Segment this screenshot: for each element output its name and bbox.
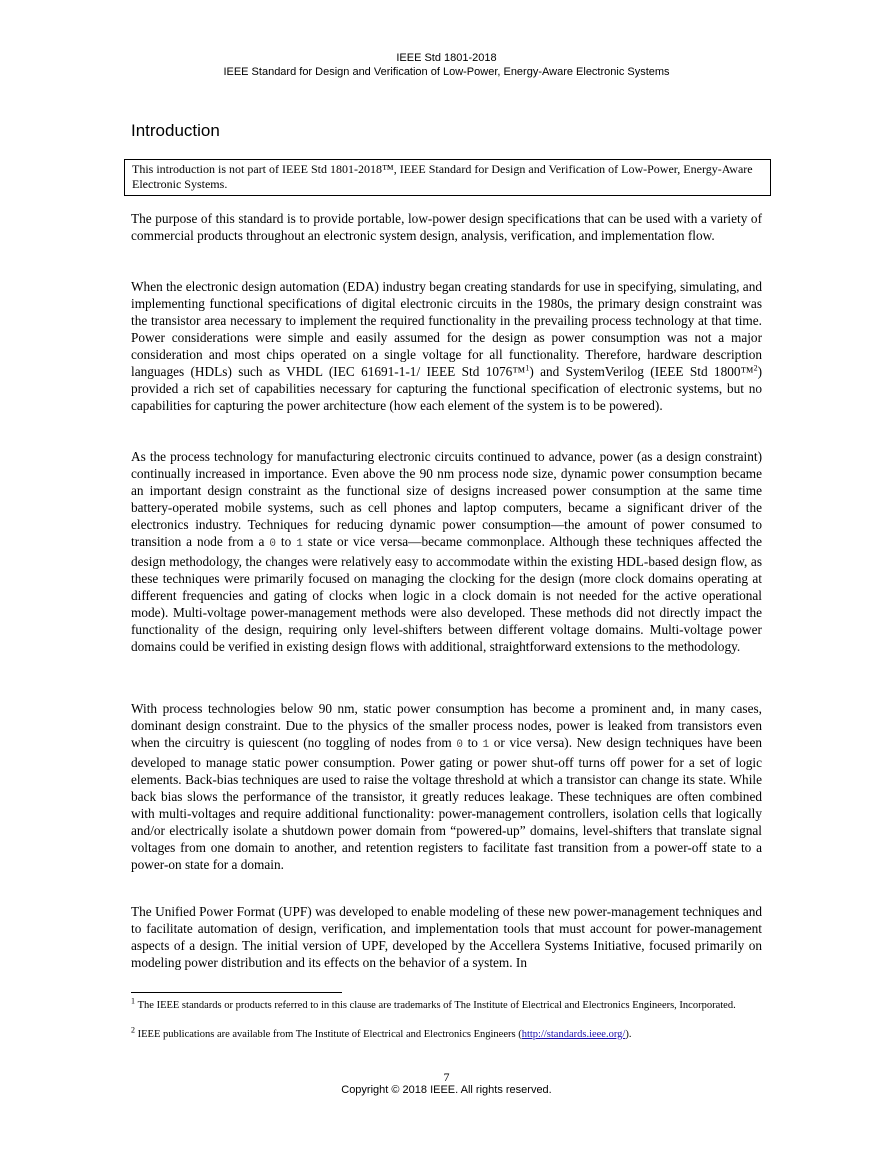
- page-number: 7: [443, 1070, 450, 1084]
- paragraph-text: state or vice versa—became commonplace. Although these techniques affected the design methodology, the changes were relatively easy to accommodate within the existing HDL-based design flow, as these techniques were primarily focused on managing the clocking for the design (more clock domains operating at different frequencies and gating of clocks when logic in a clock domain is not needed for the active operational mode). Multi-voltage power-management methods were also developed. These methods did not directly impact the functionality of the design, requiring only level-shifters between different voltage domains. Multi-voltage power domains could be verified in existing design flows with additional, straightforward extensions to the methodology.: [131, 534, 763, 654]
- code-one: 1: [482, 739, 490, 751]
- code-zero: 0: [269, 538, 276, 550]
- footnote-text: The IEEE standards or products referred to in this clause are trademarks of The Institute of Electrical and Electronics Engineers, Incorporated.: [137, 1000, 736, 1011]
- copyright-notice: Copyright © 2018 IEEE. All rights reserved.: [341, 1084, 552, 1096]
- footnote-separator: [131, 992, 342, 993]
- running-header-standard-number: IEEE Std 1801-2018: [396, 52, 497, 64]
- paragraph-text: As the process technology for manufacturing electronic circuits continued to advance, power (as a design constraint) continually increased in importance. Even above the 90 nm process node size, dynamic power consumption became an important design constraint as the functional size of designs increased power consumption at the same time battery-operated mobile systems, such as cell phones and laptop computers, became a significant driver of the electronics industry. Techniques for reducing dynamic power consumption—the amount of power consumed to transition a node from a: [131, 449, 762, 549]
- running-header-standard-title: IEEE Standard for Design and Verification of Low-Power, Energy-Aware Electronic Systems: [223, 66, 670, 78]
- paragraph-text: ) provided a rich set of capabilities necessary for capturing the functional specification of electronic systems, but no capabilities for capturing the power architecture (how each element of the system is to be powered).: [131, 364, 762, 413]
- footnote-reference-1: 1: [525, 363, 530, 373]
- paragraph-text: or vice versa). New design techniques have been developed to manage static power consumption. Power gating or power shut-off turns off power for a set of logic elements. Back-bias techniques are used to raise the voltage threshold at which a transistor can change its state. While back bias slows the performance of the transistor, it greatly reduces leakage. These techniques are often combined with multi-voltages and require additional functionality: power-management controllers, isolation cells that logically and/or electrically isolate a shutdown power domain from “powered-up” domains, level-shifters that translate signal voltages from one domain to another, and retention registers to facilitate fast transition from a power-off state to a power-on state for a domain.: [131, 735, 763, 872]
- paragraph-text: With process technologies below 90 nm, static power consumption has become a prominent and, in many cases, dominant design constraint. Due to the physics of the smaller process nodes, power is leaked from transistors even when the circuitry is quiescent (no toggling of nodes from: [131, 701, 762, 750]
- ieee-standards-link[interactable]: http://standards.ieee.org/: [521, 1029, 626, 1040]
- paragraph-upf: The Unified Power Format (UPF) was developed to enable modeling of these new power-management techniques and to facilitate automation of design, verification, and implementation tools that must account for power-management aspects of a design. The initial version of UPF, developed by the Accellera Systems Initiative, focused primarily on modeling power distribution and its effects on the behavior of a system. In: [131, 904, 762, 970]
- paragraph-static-power: [131, 700, 762, 873]
- paragraph-text: to: [467, 735, 478, 750]
- paragraph-text: to: [280, 534, 292, 549]
- paragraph-text: When the electronic design automation (EDA) industry began creating standards for use in specifying, simulating, and implementing functional specifications of digital electronic circuits in the 1980s, the primary design constraint was the transistor area necessary to implement the required functionality in the prevailing process technology at that time. Power considerations were simple and easily assumed for the design as power consumption was not a major consideration and most chips operated on a single voltage for all functionality. Therefore, hardware description languages (HDLs) such as VHDL (IEC 61691-1-1/ IEEE Std 1076™: [131, 279, 762, 379]
- paragraph-text: ) and SystemVerilog (IEEE Std 1800™: [529, 364, 754, 379]
- code-zero: 0: [456, 739, 463, 751]
- footnote-2: [131, 1025, 762, 1041]
- paragraph-purpose: The purpose of this standard is to provide portable, low-power design specifications that can be used with a variety of commercial products throughout an electronic system design, analysis, verification, and implementation flow.: [131, 211, 762, 243]
- footnote-number: 2: [131, 1025, 135, 1035]
- footnote-text: IEEE publications are available from The Institute of Electrical and Electronics Engineers (: [137, 1029, 522, 1040]
- footnote-number: 1: [131, 996, 135, 1006]
- footnote-1: [131, 996, 762, 1012]
- paragraph-dynamic-power: [131, 448, 762, 655]
- paragraph-eda-history: [131, 278, 762, 414]
- introduction-disclaimer-box: This introduction is not part of IEEE Std 1801-2018™, IEEE Standard for Design and Verification of Low-Power, Energy-Aware Electronic Systems.: [124, 159, 771, 196]
- code-one: 1: [296, 538, 303, 550]
- footnote-text: ).: [625, 1029, 632, 1040]
- footnote-reference-2: 2: [753, 363, 758, 373]
- section-title: Introduction: [131, 121, 220, 140]
